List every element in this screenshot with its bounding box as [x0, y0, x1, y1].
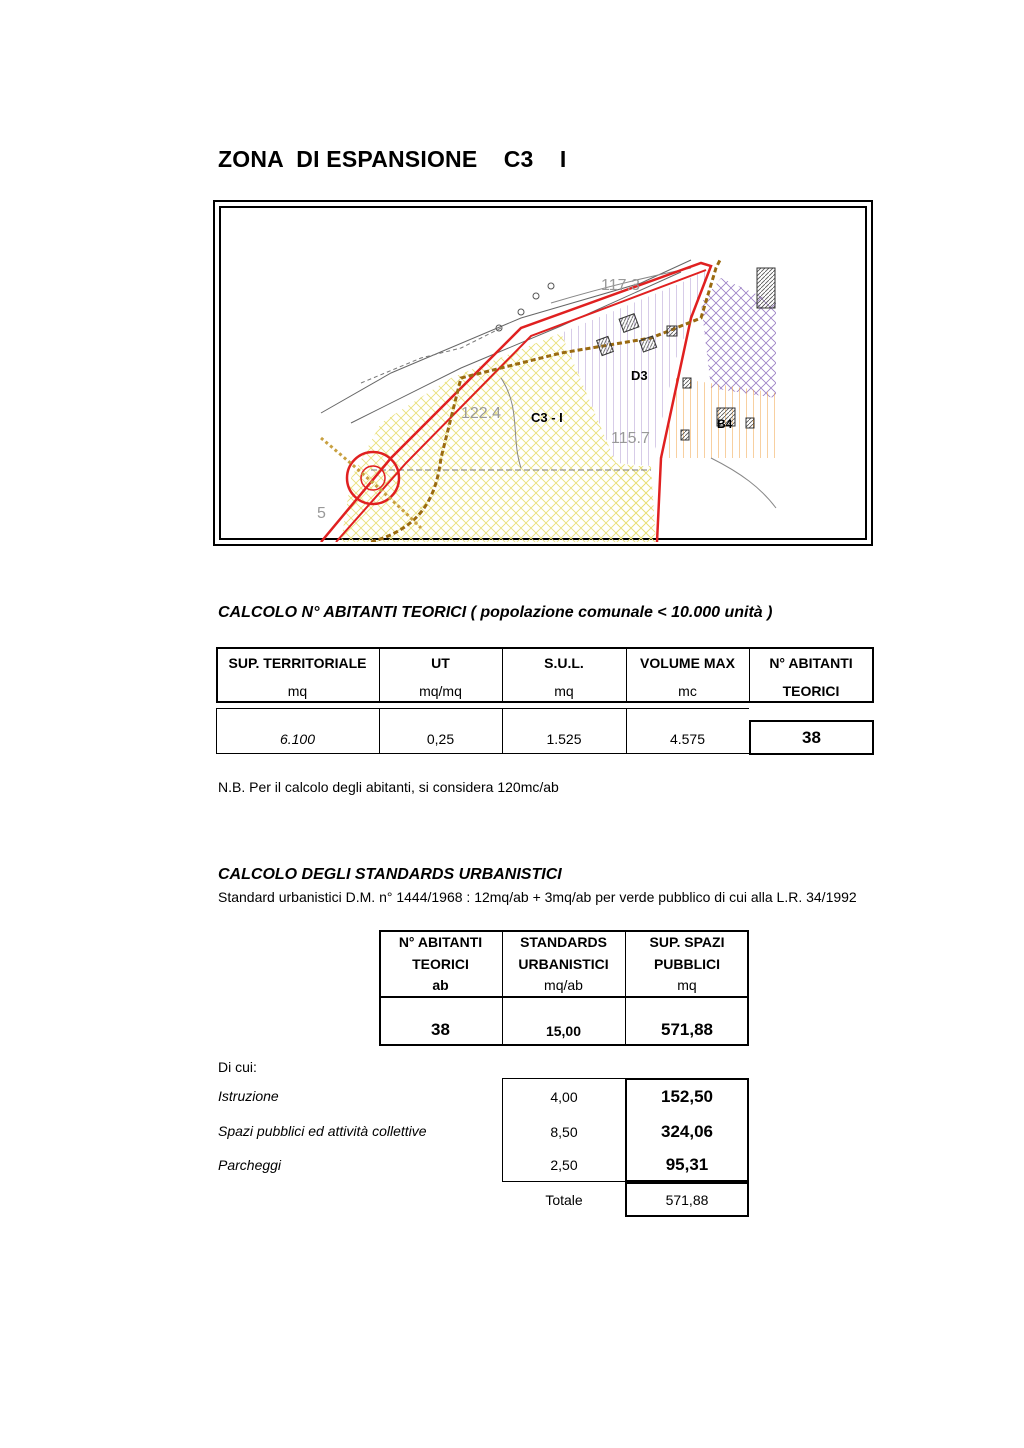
map-frame	[213, 200, 873, 546]
grey-contour-2	[711, 458, 776, 508]
std-unit-ab: ab	[432, 977, 449, 993]
header-sup-territoriale: SUP. TERRITORIALE	[228, 655, 367, 671]
unit-mc: mc	[678, 683, 697, 699]
elevation-label: 115.7	[611, 430, 650, 447]
map-inner-border	[219, 206, 867, 540]
total-label: Totale	[545, 1192, 583, 1208]
breakdown-rate-parcheggi: 2,50	[550, 1157, 578, 1173]
zone-c3-lower	[616, 466, 653, 542]
breakdown-value-parcheggi: 95,31	[665, 1155, 709, 1174]
breakdown-value-istruzione: 152,50	[661, 1087, 713, 1106]
standards-subtitle: Standard urbanistici D.M. n° 1444/1968 : 12mq/ab + 3mq/ab per verde pubblico di cui alla L.R. 34/1992	[218, 889, 857, 905]
std-header-sup-spazi: SUP. SPAZI	[649, 934, 725, 950]
standards-title: CALCOLO DEGLI STANDARDS URBANISTICI	[218, 866, 562, 883]
page-title: ZONA DI ESPANSIONE C3 I	[218, 146, 567, 172]
zone-label-c3: C3 - I	[531, 410, 563, 425]
header-n-abitanti: N° ABITANTI	[769, 655, 853, 671]
std-header-urbanistici: URBANISTICI	[518, 956, 609, 972]
breakdown-label-istruzione: Istruzione	[218, 1088, 279, 1104]
elevation-label: 117.3	[601, 277, 640, 294]
zone-label-b4: B4	[717, 417, 733, 431]
value-volume-max: 4.575	[669, 731, 706, 747]
calc-abitanti-title: CALCOLO N° ABITANTI TEORICI ( popolazione comunale < 10.000 unità )	[218, 604, 773, 621]
breakdown-rate-istruzione: 4,00	[550, 1089, 578, 1105]
std-header-standards: STANDARDS	[520, 934, 607, 950]
std-value-sup-pubblici: 571,88	[661, 1020, 713, 1039]
breakdown-label-spazi: Spazi pubblici ed attività collettive	[218, 1123, 427, 1139]
elevation-label: 5	[317, 505, 326, 522]
unit-mq-sul: mq	[554, 683, 574, 699]
std-header-teorici: TEORICI	[412, 956, 469, 972]
breakdown-value-spazi: 324,06	[661, 1122, 713, 1141]
unit-mq: mq	[287, 683, 308, 699]
total-value: 571,88	[665, 1192, 709, 1208]
header-ut: UT	[431, 655, 450, 671]
breakdown-label-parcheggi: Parcheggi	[218, 1157, 282, 1173]
header-teorici: TEORICI	[782, 683, 840, 699]
value-sup-territoriale: 6.100	[279, 731, 316, 747]
note-abitanti: N.B. Per il calcolo degli abitanti, si considera 120mc/ab	[218, 779, 559, 795]
header-sul: S.U.L.	[544, 655, 584, 671]
value-n-abitanti: 38	[802, 728, 821, 747]
std-unit-mqab: mq/ab	[544, 977, 583, 993]
zone-label-d3: D3	[631, 368, 648, 383]
zoning-map	[221, 208, 869, 542]
std-header-pubblici: PUBBLICI	[653, 956, 721, 972]
std-unit-mq: mq	[677, 977, 697, 993]
std-value-standards: 15,00	[545, 1023, 582, 1039]
header-volume-max: VOLUME MAX	[640, 655, 735, 671]
di-cui-label: Di cui:	[218, 1059, 257, 1075]
std-value-abitanti: 38	[431, 1020, 450, 1039]
std-header-n-abitanti: N° ABITANTI	[398, 934, 483, 950]
unit-mqmq: mq/mq	[419, 683, 462, 699]
value-ut: 0,25	[426, 731, 455, 747]
elevation-label: 122.4	[461, 405, 502, 422]
breakdown-rate-spazi: 8,50	[550, 1124, 578, 1140]
value-sul: 1.525	[546, 731, 582, 747]
